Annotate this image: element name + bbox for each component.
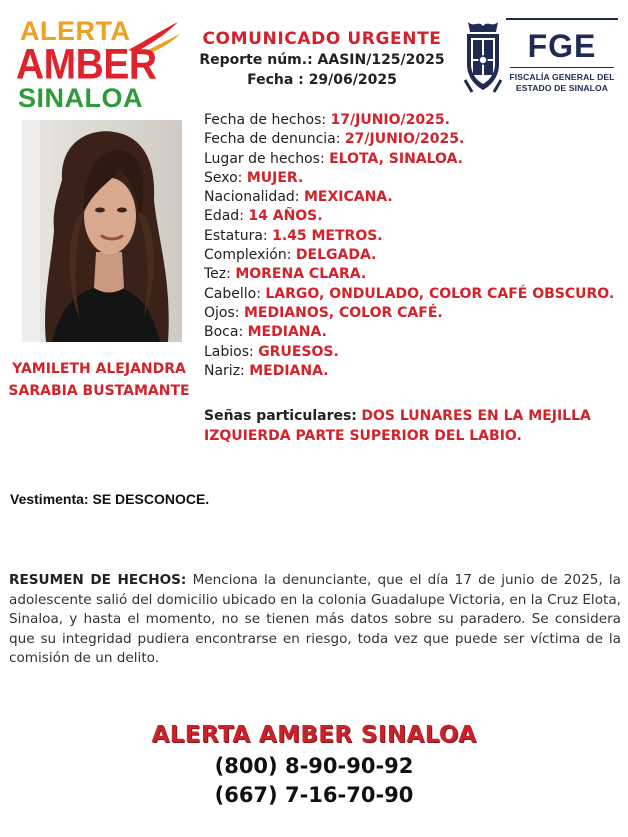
bulletin-date: Fecha : 29/06/2025 xyxy=(247,72,397,88)
detail-value: 27/JUNIO/2025. xyxy=(344,131,465,148)
detail-row xyxy=(204,227,624,246)
detail-label: Cabello: xyxy=(204,285,261,302)
detail-label: Nariz: xyxy=(204,362,245,379)
detail-label: Lugar de hechos: xyxy=(204,150,330,167)
detail-label: Boca: xyxy=(204,324,244,341)
state-coat-of-arms-icon xyxy=(462,18,504,96)
bulletin-title: COMUNICADO URGENTE xyxy=(202,29,442,49)
detail-value: MEDIANOS, COLOR CAFÉ. xyxy=(243,304,443,321)
fge-logo xyxy=(506,18,618,98)
logo-line-sinaloa: SINALOA xyxy=(18,83,143,113)
detail-value: MUJER. xyxy=(246,169,304,186)
missing-person-name xyxy=(4,358,194,402)
detail-label: Estatura: xyxy=(204,227,268,244)
missing-person-photo xyxy=(22,120,182,342)
detail-label: Ojos: xyxy=(204,304,240,321)
footer-title: ALERTA AMBER SINALOA xyxy=(151,722,477,748)
detail-label: Nacionalidad: xyxy=(204,189,300,206)
detail-label: Sexo: xyxy=(204,169,243,186)
alerta-amber-logo xyxy=(14,14,174,113)
resumen-text: Menciona la denunciante, que el día 17 de junio de 2025, la adolescente salió del domicilio ubicado en la colonia Guadalupe Victoria, en la Cruz Elota, Sinaloa, y hasta el momento, no se tienen más datos sobre su paradero. Se considera que su integridad pudiera encontrarse en riesgo, toda vez que puede ser víctima de la comisión de un delito. xyxy=(9,572,621,666)
detail-row xyxy=(204,323,624,342)
detail-value: 17/JUNIO/2025. xyxy=(330,112,450,128)
bulletin-header xyxy=(186,28,458,90)
fge-divider xyxy=(510,67,614,68)
detail-row xyxy=(204,169,624,188)
senas-value-line1: DOS LUNARES EN LA MEJILLA xyxy=(361,408,591,424)
detail-row xyxy=(204,265,624,284)
footer-phone-2: (667) 7-16-70-90 xyxy=(214,783,414,807)
detail-value: DELGADA. xyxy=(295,247,377,264)
person-details xyxy=(204,111,624,381)
name-line2: SARABIA BUSTAMANTE xyxy=(8,383,190,399)
detail-row xyxy=(204,304,624,323)
detail-row xyxy=(204,362,624,381)
detail-label: Fecha de denuncia: xyxy=(204,131,341,148)
detail-value: MEDIANA. xyxy=(247,324,327,341)
detail-label: Edad: xyxy=(204,208,244,225)
detail-label: Fecha de hechos: xyxy=(204,112,327,128)
logo-line-alerta: ALERTA xyxy=(20,16,131,46)
detail-value: MORENA CLARA. xyxy=(235,266,367,283)
report-number: Reporte núm.: AASIN/125/2025 xyxy=(199,52,445,68)
detail-row xyxy=(204,130,624,149)
detail-row xyxy=(204,285,624,304)
senas-value-line2: IZQUIERDA PARTE SUPERIOR DEL LABIO. xyxy=(204,428,522,444)
name-line1: YAMILETH ALEJANDRA xyxy=(12,361,186,377)
detail-row xyxy=(204,188,624,207)
detail-row xyxy=(204,343,624,362)
fge-name-line1: FISCALÍA GENERAL DEL xyxy=(509,72,615,82)
detail-value: 1.45 METROS. xyxy=(272,227,383,244)
detail-label: Labios: xyxy=(204,343,254,360)
facts-summary xyxy=(9,571,621,669)
detail-row xyxy=(204,246,624,265)
detail-value: LARGO, ONDULADO, COLOR CAFÉ OBSCURO. xyxy=(265,285,615,302)
detail-value: 14 AÑOS. xyxy=(248,208,323,225)
fge-name-line2: ESTADO DE SINALOA xyxy=(515,83,609,93)
detail-value: GRUESOS. xyxy=(258,343,339,360)
detail-label: Complexión: xyxy=(204,247,292,264)
senas-label: Señas particulares: xyxy=(204,408,357,424)
detail-label: Tez: xyxy=(204,266,231,283)
detail-row xyxy=(204,111,624,130)
fge-acronym: FGE xyxy=(527,28,597,64)
detail-row xyxy=(204,207,624,226)
detail-row xyxy=(204,150,624,169)
clothing-info: Vestimenta: SE DESCONOCE. xyxy=(10,491,210,507)
distinguishing-marks xyxy=(204,406,614,446)
footer-phone-1: (800) 8-90-90-92 xyxy=(214,754,414,778)
detail-value: MEDIANA. xyxy=(249,362,329,379)
detail-value: ELOTA, SINALOA. xyxy=(329,150,463,167)
detail-value: MEXICANA. xyxy=(303,189,393,206)
logo-line-amber: AMBER xyxy=(16,41,157,89)
resumen-label: RESUMEN DE HECHOS: xyxy=(9,572,187,588)
